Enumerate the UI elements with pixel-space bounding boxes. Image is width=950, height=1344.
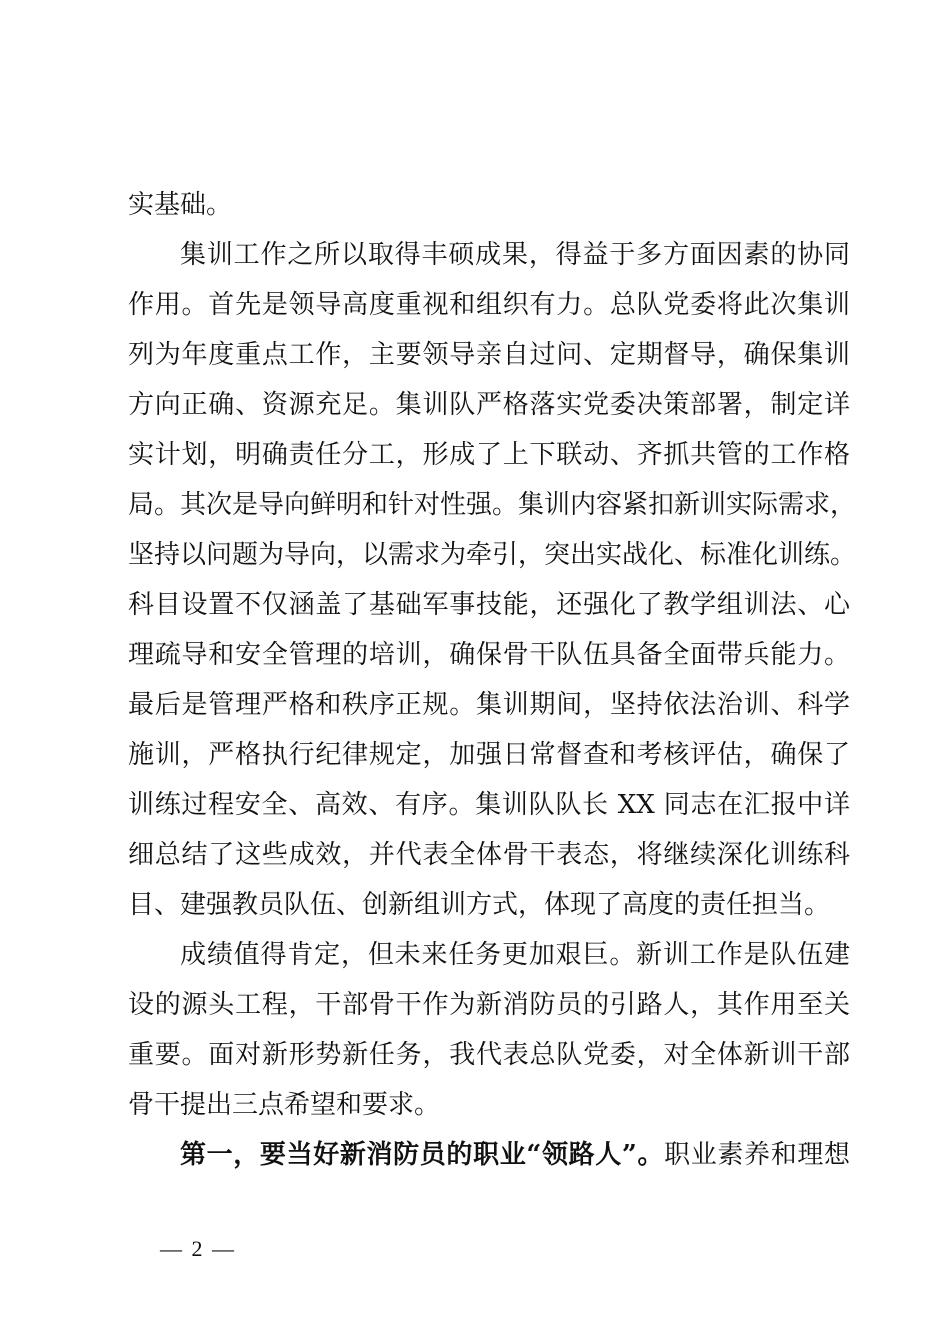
text-line: 科目设置不仅涵盖了基础军事技能，还强化了教学组训法、心 — [128, 590, 850, 620]
page-number: — 2 — — [160, 1236, 236, 1261]
document-body — [128, 180, 857, 1180]
text-line: 细总结了这些成效，并代表全体骨干表态，将继续深化训练科 — [128, 840, 850, 870]
text-line: 坚持以问题为导向，以需求为牵引，突出实战化、标准化训练。 — [128, 540, 857, 570]
text-line: 实基础。 — [128, 190, 233, 220]
section-heading: 第一，要当好新消防员的职业“领路人”。 — [180, 1140, 665, 1170]
text-line: 成绩值得肯定，但未来任务更加艰巨。新训工作是队伍建 — [180, 940, 850, 970]
paragraph-4 — [128, 1130, 850, 1180]
text-line: 方向正确、资源充足。集训队严格落实党委决策部署，制定详 — [128, 390, 850, 420]
text-line: 列为年度重点工作，主要领导亲自过问、定期督导，确保集训 — [128, 340, 850, 370]
text-line: 实计划，明确责任分工，形成了上下联动、齐抓共管的工作格 — [128, 440, 850, 470]
text-line: 训练过程安全、高效、有序。集训队队长 XX 同志在汇报中详 — [128, 790, 850, 820]
text-line: 最后是管理严格和秩序正规。集训期间，坚持依法治训、科学 — [128, 690, 850, 720]
text-line: 作用。首先是领导高度重视和组织有力。总队党委将此次集训 — [128, 290, 850, 320]
text-line — [128, 1130, 850, 1180]
text-line: 骨干提出三点希望和要求。 — [128, 1090, 441, 1120]
section-text: 职业素养和理想 — [664, 1140, 850, 1170]
paragraph-1 — [128, 180, 850, 230]
text-line: 理疏导和安全管理的培训，确保骨干队伍具备全面带兵能力。 — [128, 640, 850, 670]
text-line: 施训，严格执行纪律规定，加强日常督查和考核评估，确保了 — [128, 740, 850, 770]
text-line: 设的源头工程，干部骨干作为新消防员的引路人，其作用至关 — [128, 990, 850, 1020]
text-line: 重要。面对新形势新任务，我代表总队党委，对全体新训干部 — [128, 1040, 850, 1070]
paragraph-2 — [128, 230, 857, 930]
text-line: 目、建强教员队伍、创新组训方式，体现了高度的责任担当。 — [128, 890, 831, 920]
text-line: 局。其次是导向鲜明和针对性强。集训内容紧扣新训实际需求， — [128, 490, 857, 520]
text-line: 集训工作之所以取得丰硕成果，得益于多方面因素的协同 — [180, 240, 850, 270]
paragraph-3 — [128, 930, 850, 1130]
